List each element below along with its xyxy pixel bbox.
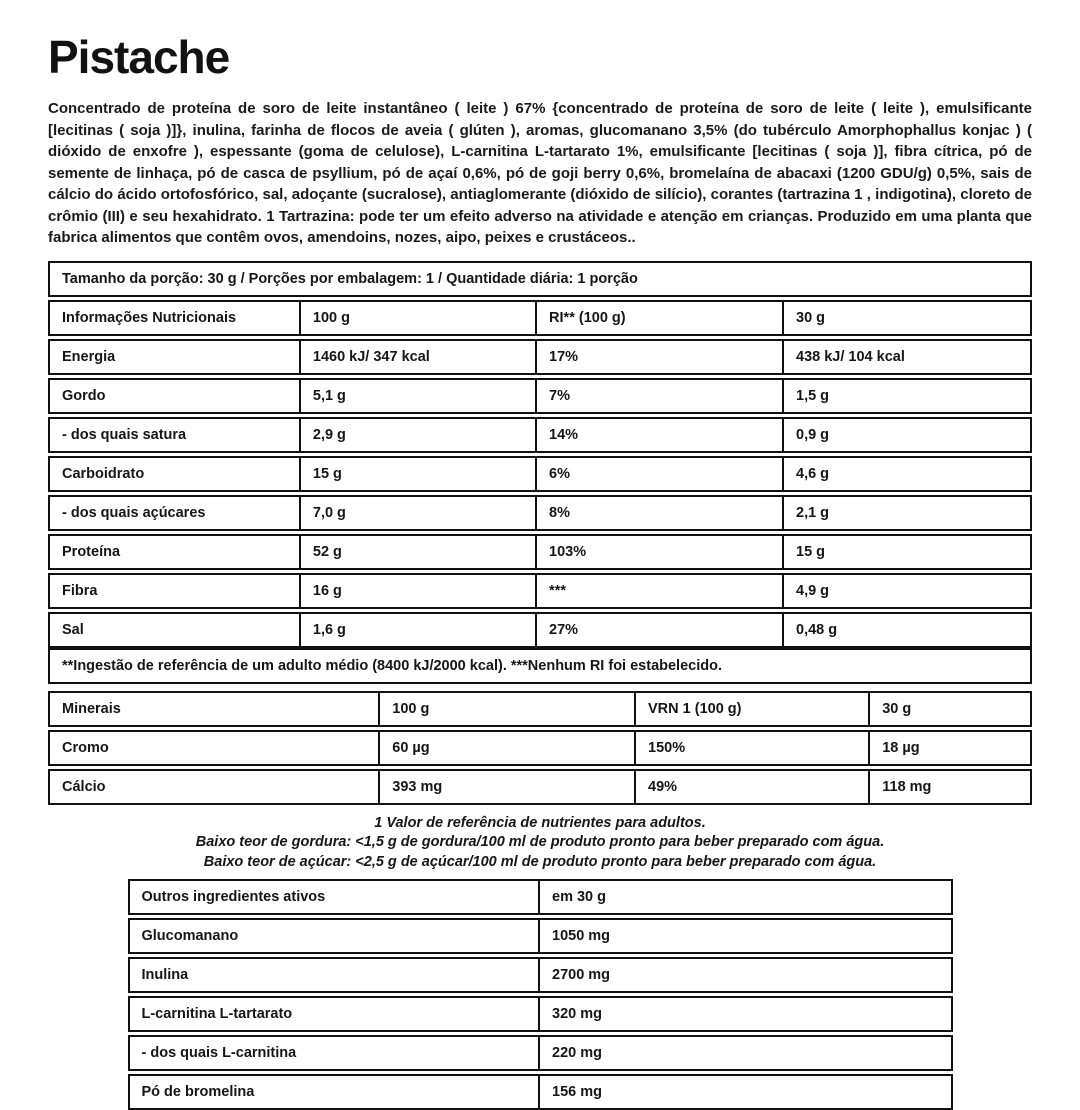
table-cell: Cromo <box>50 732 380 764</box>
minerals-table <box>48 691 1032 805</box>
table-cell: - dos quais satura <box>50 419 301 451</box>
table-cell: Glucomanano <box>130 920 541 952</box>
table-cell: Fibra <box>50 575 301 607</box>
table-row <box>128 918 953 954</box>
table-cell: 2700 mg <box>552 967 611 983</box>
nutrition-facts-rows <box>48 300 1032 648</box>
table-cell: 52 g <box>301 536 537 568</box>
table-row <box>48 573 1032 609</box>
table-row <box>48 612 1032 648</box>
table-header-cell: 100 g <box>301 302 537 334</box>
table-header-cell: Outros ingredientes ativos <box>130 881 541 913</box>
table-cell: Sal <box>50 614 301 646</box>
table-row <box>48 534 1032 570</box>
table-row <box>48 378 1032 414</box>
table-cell: Pó de bromelina <box>130 1076 541 1108</box>
table-cell: 17% <box>537 341 784 373</box>
table-cell: 220 mg <box>552 1045 602 1061</box>
table-header-cell: 30 g <box>796 309 826 326</box>
table-cell: 393 mg <box>380 771 636 803</box>
table-cell: - dos quais açúcares <box>50 497 301 529</box>
table-cell: 60 µg <box>380 732 636 764</box>
table-header-cell: 30 g <box>882 700 912 717</box>
table-cell: 27% <box>537 614 784 646</box>
table-header-cell: RI** (100 g) <box>537 302 784 334</box>
table-header-row <box>48 691 1032 727</box>
table-row <box>48 339 1032 375</box>
table-cell: 49% <box>636 771 870 803</box>
table-row <box>48 456 1032 492</box>
table-cell: 438 kJ/ 104 kcal <box>796 348 905 365</box>
table-cell: 150% <box>636 732 870 764</box>
table-cell: 16 g <box>301 575 537 607</box>
table-cell: 0,48 g <box>796 621 838 638</box>
table-cell: Proteína <box>50 536 301 568</box>
table-cell: 103% <box>537 536 784 568</box>
note-line: Baixo teor de açúcar: <2,5 g de açúcar/100 ml de produto pronto para beber preparado com água. <box>203 853 877 870</box>
table-cell: 8% <box>537 497 784 529</box>
table-header-row <box>128 879 953 915</box>
table-cell: 1,5 g <box>796 387 830 404</box>
table-cell: 1,6 g <box>301 614 537 646</box>
note-line: Baixo teor de gordura: <1,5 g de gordura/100 ml de produto pronto para beber preparado com água. <box>195 834 885 850</box>
nutrition-facts-table <box>48 261 1032 684</box>
table-cell: L-carnitina L-tartarato <box>130 998 541 1030</box>
page-title: Pistache <box>48 31 230 83</box>
table-row <box>128 1035 953 1071</box>
reference-notes <box>48 814 1032 873</box>
ingredients-paragraph: Concentrado de proteína de soro de leite instantâneo ( leite ) 67% {concentrado de proteína de soro de leite ( leite ), emulsificante [lecitinas ( soja )]}, inulina, farinha de flocos de aveia ( glúten ), aromas, glucomanano 3,5% (do tubérculo Amorphophallus konjac ) ( dióxido de enxofre ), espessante (goma de celulose), L-carnitina L-tartarato 1%, emulsificante [lecitinas ( soja )], fibra cítrica, pó de semente de linhaça, pó de casca de psyllium, pó de açaí 0,6%, pó de goji berry 0,6%, bromelaína de abacaxi (1200 GDU/g) 0,5%, sais de cálcio do ácido ortofosfórico, sal, adoçante (sucralose), antiaglomerante (dióxido de silício), corantes (tartrazina 1 , indigotina), cloreto de crômio (III) e seu hexahidrato. 1 Tartrazina: pode ter um efeito adverso na atividade e atenção em crianças. Produzido em uma planta que fabrica alimentos que contêm ovos, amendoins, nozes, aipo, peixes e crustáceos.. <box>48 100 1032 246</box>
table-cell: 1050 mg <box>552 928 611 944</box>
note-line: 1 Valor de referência de nutrientes para adultos. <box>374 814 706 831</box>
table-header-cell: VRN 1 (100 g) <box>636 693 870 725</box>
table-row <box>48 730 1032 766</box>
table-cell: 5,1 g <box>301 380 537 412</box>
table-header-cell: 100 g <box>380 693 636 725</box>
table-cell: 2,9 g <box>301 419 537 451</box>
table-cell: 4,6 g <box>796 465 830 482</box>
table-cell: Energia <box>50 341 301 373</box>
table-header-cell: em 30 g <box>552 889 606 905</box>
table-cell: 4,9 g <box>796 582 830 599</box>
table-cell: 0,9 g <box>796 426 830 443</box>
table-cell: Inulina <box>130 959 541 991</box>
table-cell: 18 µg <box>882 739 920 756</box>
table-cell: - dos quais L-carnitina <box>130 1037 541 1069</box>
serving-info-row: Tamanho da porção: 30 g / Porções por embalagem: 1 / Quantidade diária: 1 porção <box>48 261 1032 297</box>
table-cell: 6% <box>537 458 784 490</box>
table-row <box>48 417 1032 453</box>
table-row <box>128 1074 953 1110</box>
nutrition-footnote-row: **Ingestão de referência de um adulto médio (8400 kJ/2000 kcal). ***Nenhum RI foi estabelecido. <box>48 648 1032 684</box>
table-cell: 7,0 g <box>301 497 537 529</box>
table-row <box>128 996 953 1032</box>
table-cell: Gordo <box>50 380 301 412</box>
table-cell: 15 g <box>796 543 826 560</box>
table-cell: 320 mg <box>552 1006 602 1022</box>
table-cell: *** <box>537 575 784 607</box>
other-active-ingredients-table <box>128 879 953 1110</box>
table-cell: 14% <box>537 419 784 451</box>
table-cell: 2,1 g <box>796 504 830 521</box>
table-cell: 1460 kJ/ 347 kcal <box>301 341 537 373</box>
table-header-cell: Minerais <box>50 693 380 725</box>
table-cell: Cálcio <box>50 771 380 803</box>
table-cell: 156 mg <box>552 1084 602 1100</box>
table-cell: 7% <box>537 380 784 412</box>
table-row <box>48 769 1032 805</box>
table-row <box>128 957 953 993</box>
table-cell: Carboidrato <box>50 458 301 490</box>
table-header-cell: Informações Nutricionais <box>50 302 301 334</box>
table-cell: 15 g <box>301 458 537 490</box>
table-row <box>48 495 1032 531</box>
table-header-row <box>48 300 1032 336</box>
table-cell: 118 mg <box>882 778 932 795</box>
